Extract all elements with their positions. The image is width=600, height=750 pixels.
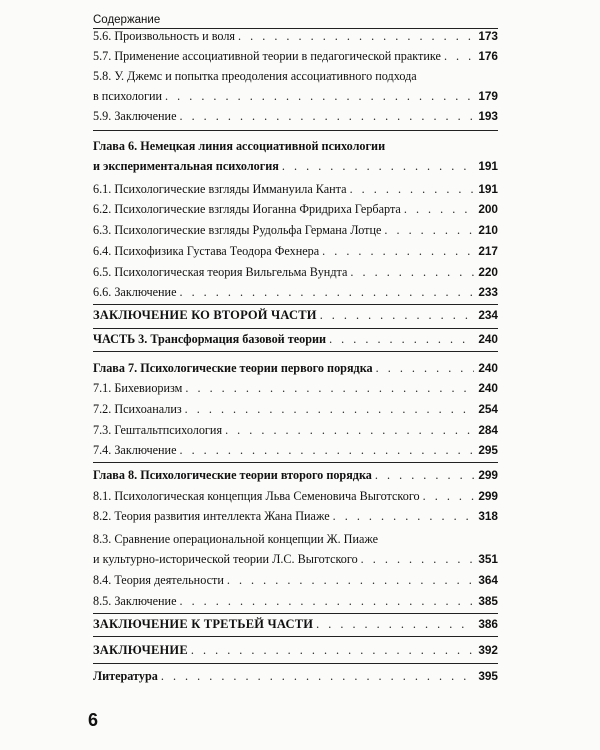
toc-entry-title: Литература [93,669,158,683]
toc-leader-dots [238,26,474,46]
section-divider [93,130,498,131]
toc-entry-7-4[interactable] [93,440,498,460]
toc-leader-dots [333,506,475,526]
toc-leader-dots [384,220,474,240]
toc-entry-title: ЗАКЛЮЧЕНИЕ К ТРЕТЬЕЙ ЧАСТИ [93,617,314,631]
toc-entry-title: ЧАСТЬ 3. Трансформация базовой теории [93,332,327,346]
toc-entry-chapter-8[interactable] [93,465,498,485]
toc-page-number: 240 [478,381,498,395]
toc-entry-6-3[interactable] [93,220,498,240]
toc-page-number: 254 [478,402,498,416]
toc-entry-title: 8.1. Психологическая концепция Льва Семеновича Выготского [93,489,420,503]
toc-leader-dots [376,358,475,378]
toc-page-number: 284 [478,423,498,437]
toc-entry-8-5[interactable] [93,591,498,611]
running-header: Содержание [93,14,498,29]
toc-entry-title: 7.2. Психоанализ [93,402,182,416]
toc-page-number: 385 [478,594,498,608]
toc-leader-dots [179,440,474,460]
toc-entry-5-6[interactable] [93,26,498,46]
section-divider [93,636,498,637]
toc-entry-title: 8.5. Заключение [93,594,177,608]
toc-leader-dots [375,465,474,485]
toc-leader-dots [322,241,474,261]
toc-entry-6-6[interactable] [93,282,498,302]
toc-entry-title: в психологии [93,89,163,103]
toc-entry-title: Глава 7. Психологические теории первого порядка [93,361,373,375]
section-divider [93,663,498,664]
toc-entry-title: 7.1. Бихевиоризм [93,381,183,395]
toc-page-number: 191 [478,159,498,173]
toc-entry-title: 5.9. Заключение [93,109,177,123]
toc-entry-6-5[interactable] [93,262,498,282]
toc-leader-dots [350,179,475,199]
toc-page-number: 173 [478,29,498,43]
toc-entry-title: 7.4. Заключение [93,443,177,457]
toc-leader-dots [282,156,474,176]
toc-page-number: 191 [478,182,498,196]
toc-leader-dots [179,591,474,611]
toc-page-number: 217 [478,244,498,258]
toc-entry-title-line1: 8.3. Сравнение операциональной концепции Ж. Пиаже [93,532,379,546]
toc-entry-title-line1: 5.8. У. Джемс и попытка преодоления ассоциативного подхода [93,69,417,83]
toc-page-number: 179 [478,89,498,103]
toc-leader-dots [444,46,474,66]
toc-entry-chapter-6[interactable] [93,136,498,176]
toc-entry-6-4[interactable] [93,241,498,261]
toc-entry-literature[interactable] [93,666,498,686]
toc-page-number: 351 [478,552,498,566]
toc-entry-title: ЗАКЛЮЧЕНИЕ [93,643,188,657]
toc-entry-title: 5.7. Применение ассоциативной теории в педагогической практике [93,49,441,63]
toc-entry-title: 7.3. Гештальтпсихология [93,423,223,437]
toc-entry-title: 6.5. Психологическая теория Вильгельма Вундта [93,265,348,279]
toc-leader-dots [179,282,474,302]
toc-entry-7-2[interactable] [93,399,498,419]
toc-entry-title: ЗАКЛЮЧЕНИЕ КО ВТОРОЙ ЧАСТИ [93,308,317,322]
toc-leader-dots [185,399,475,419]
toc-entry-chapter-7[interactable] [93,358,498,378]
toc-leader-dots [350,262,474,282]
toc-leader-dots [329,329,474,349]
toc-entry-conclusion-part-3[interactable] [93,614,498,634]
section-divider [93,351,498,352]
toc-leader-dots [316,614,474,634]
toc-entry-title: и экспериментальная психология [93,159,279,173]
toc-leader-dots [161,666,474,686]
toc-entry-title: 8.4. Теория деятельности [93,573,224,587]
toc-page-number: 220 [478,265,498,279]
page-number: 6 [88,710,99,730]
toc-page-number: 318 [478,509,498,523]
toc-entry-5-8[interactable] [93,66,498,106]
toc-leader-dots [227,570,474,590]
toc-page-number: 299 [478,468,498,482]
toc-entry-title: 5.6. Произвольность и воля [93,29,236,43]
toc-entry-conclusion[interactable] [93,640,498,660]
section-divider [93,462,498,463]
toc-entry-7-1[interactable] [93,378,498,398]
toc-entry-8-2[interactable] [93,506,498,526]
toc-leader-dots [179,106,474,126]
toc-page-number: 240 [478,361,498,375]
toc-entry-title: 6.2. Психологические взгляды Иоганна Фридриха Гербарта [93,202,401,216]
toc-leader-dots [225,420,474,440]
toc-page-number: 386 [478,617,498,631]
toc-entry-title: Глава 8. Психологические теории второго порядка [93,468,372,482]
toc-entry-title: и культурно-исторической теории Л.С. Выготского [93,552,358,566]
toc-page-number: 392 [478,643,498,657]
toc-entry-title: 8.2. Теория развития интеллекта Жана Пиаже [93,509,330,523]
toc-entry-6-1[interactable] [93,179,498,199]
toc-leader-dots [165,86,474,106]
toc-page-number: 364 [478,573,498,587]
toc-leader-dots [423,486,475,506]
toc-page-number: 210 [478,223,498,237]
toc-page-number: 299 [478,489,498,503]
toc-page-number: 233 [478,285,498,299]
toc-entry-title: 6.6. Заключение [93,285,177,299]
toc-page-number: 234 [478,308,498,322]
toc-leader-dots [191,640,474,660]
toc-page-number: 240 [478,332,498,346]
toc-entry-conclusion-part-2[interactable] [93,305,498,325]
toc-entry-8-1[interactable] [93,486,498,506]
toc-entry-title: 6.3. Психологические взгляды Рудольфа Германа Лотце [93,223,382,237]
toc-page-number: 193 [478,109,498,123]
toc-entry-part-3[interactable] [93,329,498,349]
toc-entry-title-line1: Глава 6. Немецкая линия ассоциативной психологии [93,139,386,153]
toc-entry-title: 6.4. Психофизика Густава Теодора Фехнера [93,244,320,258]
toc-page-number: 176 [478,49,498,63]
toc-leader-dots [404,199,474,219]
toc-leader-dots [320,305,475,325]
toc-page-number: 200 [478,202,498,216]
toc-leader-dots [361,549,475,569]
toc-entry-5-7[interactable] [93,46,498,66]
toc-leader-dots [185,378,474,398]
toc-entry-title: 6.1. Психологические взгляды Иммануила Канта [93,182,347,196]
toc-entry-5-9[interactable] [93,106,498,126]
toc-entry-6-2[interactable] [93,199,498,219]
toc-entry-7-3[interactable] [93,420,498,440]
toc-entry-8-3[interactable] [93,529,498,569]
toc-page-number: 395 [478,669,498,683]
toc-page-number: 295 [478,443,498,457]
toc-entry-8-4[interactable] [93,570,498,590]
